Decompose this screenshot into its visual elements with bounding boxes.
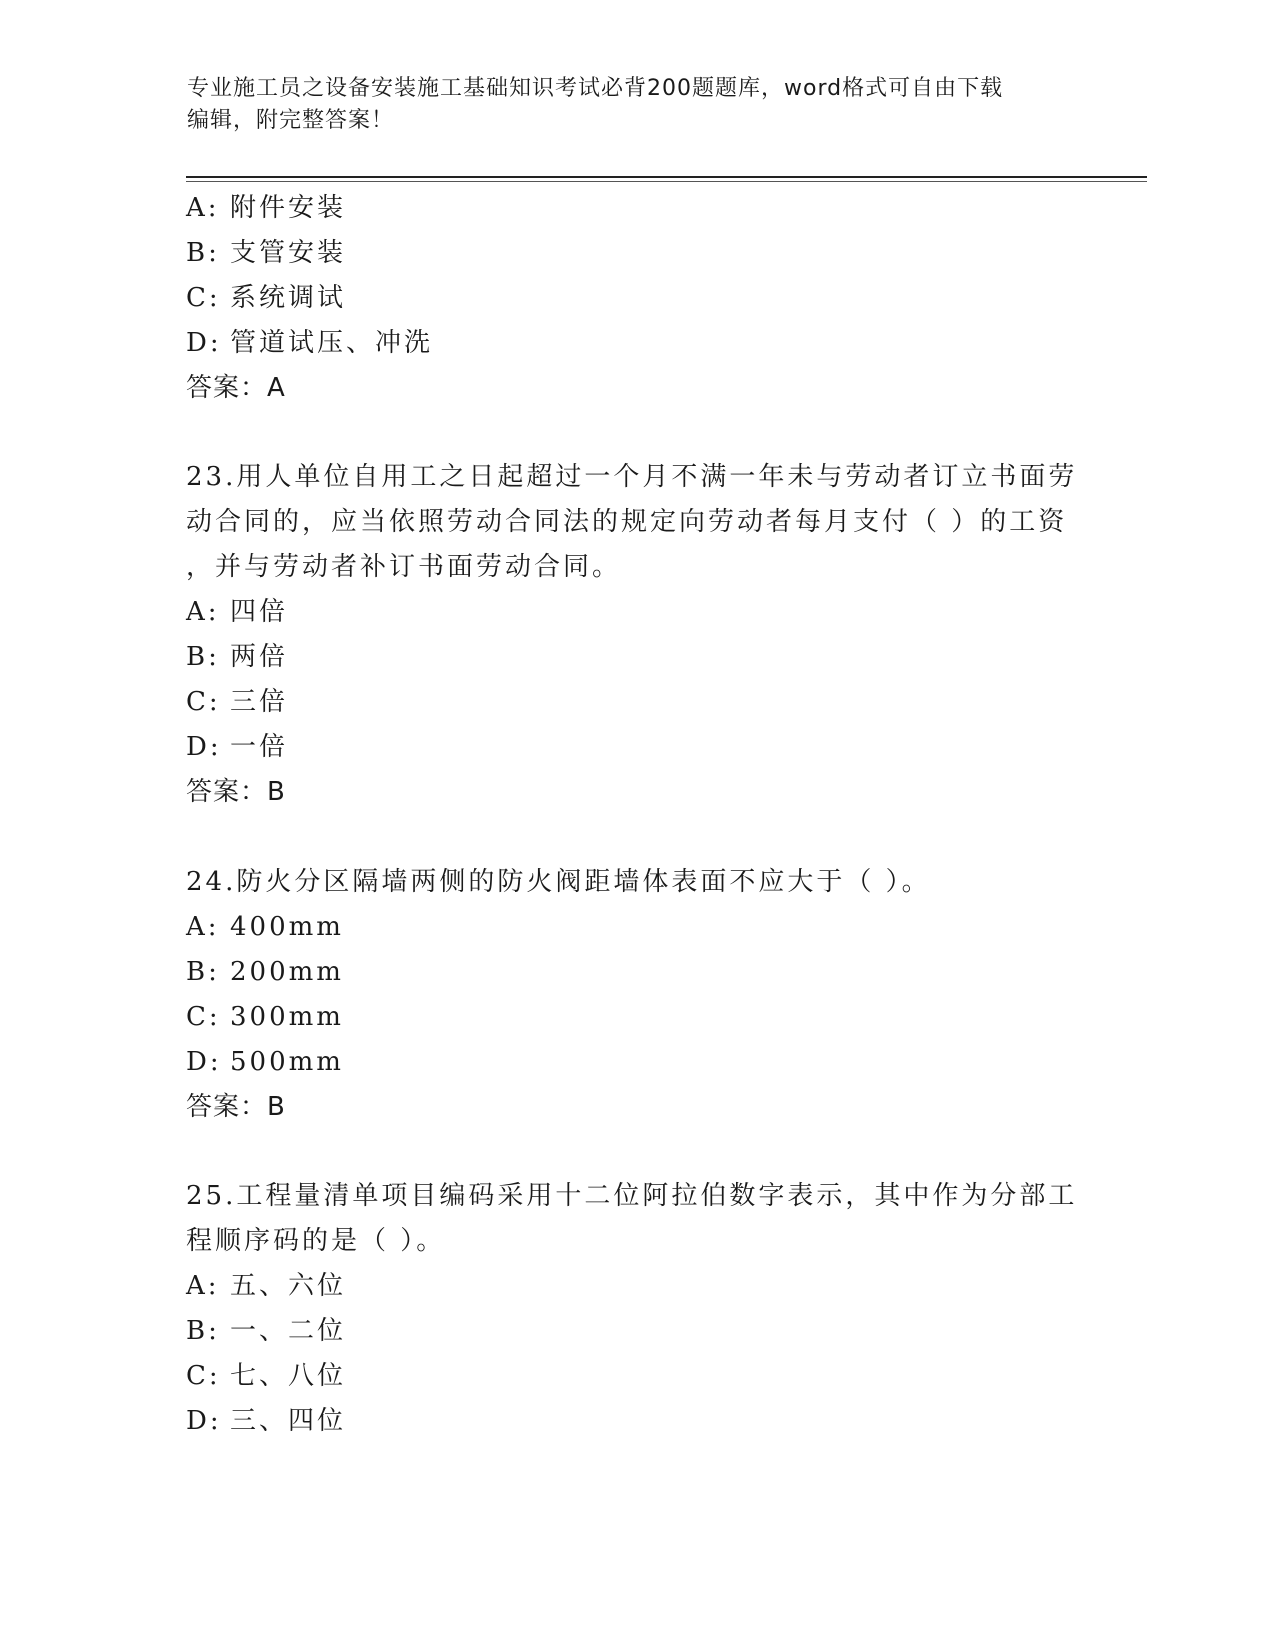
q24-option-b: B: 200mm: [186, 957, 344, 987]
q23-stem-line-3: ，并与劳动者补订书面劳动合同。: [186, 552, 622, 582]
q24-option-c: C: 300mm: [186, 1002, 344, 1032]
q25-option-c: C: 七、八位: [186, 1361, 347, 1391]
q23-stem-line-1: 23.用人单位自用工之日起超过一个月不满一年未与劳动者订立书面劳: [186, 462, 1078, 492]
header-line-2: 编辑，附完整答案！: [187, 108, 395, 133]
document-header: [187, 73, 1067, 137]
q23-stem-line-2: 动合同的，应当依照劳动合同法的规定向劳动者每月支付（ ）的工资: [186, 507, 1068, 537]
q25-option-b: B: 一、二位: [186, 1316, 347, 1346]
q25-option-a: A: 五、六位: [186, 1271, 347, 1301]
q24-answer: 答案：B: [186, 1092, 286, 1122]
q25-stem-line-2: 程顺序码的是（ ）。: [186, 1226, 446, 1256]
header-divider-thin: [186, 181, 1147, 182]
q22-option-d: D: 管道试压、冲洗: [186, 328, 434, 358]
header-line-1: 专业施工员之设备安装施工基础知识考试必背200题题库，word格式可自由下载: [187, 76, 1004, 101]
q23-option-b: B: 两倍: [186, 642, 289, 672]
q24-stem-line-1: 24.防火分区隔墙两侧的防火阀距墙体表面不应大于（ ）。: [186, 867, 931, 897]
q25-option-d: D: 三、四位: [186, 1406, 347, 1436]
q25-stem-line-1: 25.工程量清单项目编码采用十二位阿拉伯数字表示，其中作为分部工: [186, 1181, 1078, 1211]
q23-answer: 答案：B: [186, 777, 286, 807]
q22-option-c: C: 系统调试: [186, 283, 347, 313]
q23-option-d: D: 一倍: [186, 732, 289, 762]
q23-option-a: A: 四倍: [186, 597, 289, 627]
q24-option-a: A: 400mm: [186, 912, 344, 942]
header-divider-thick: [186, 176, 1147, 178]
q24-option-d: D: 500mm: [186, 1047, 344, 1077]
q22-option-b: B: 支管安装: [186, 238, 347, 268]
q23-option-c: C: 三倍: [186, 687, 289, 717]
q22-option-a: A: 附件安装: [186, 193, 347, 223]
q22-answer: 答案：A: [186, 373, 286, 403]
